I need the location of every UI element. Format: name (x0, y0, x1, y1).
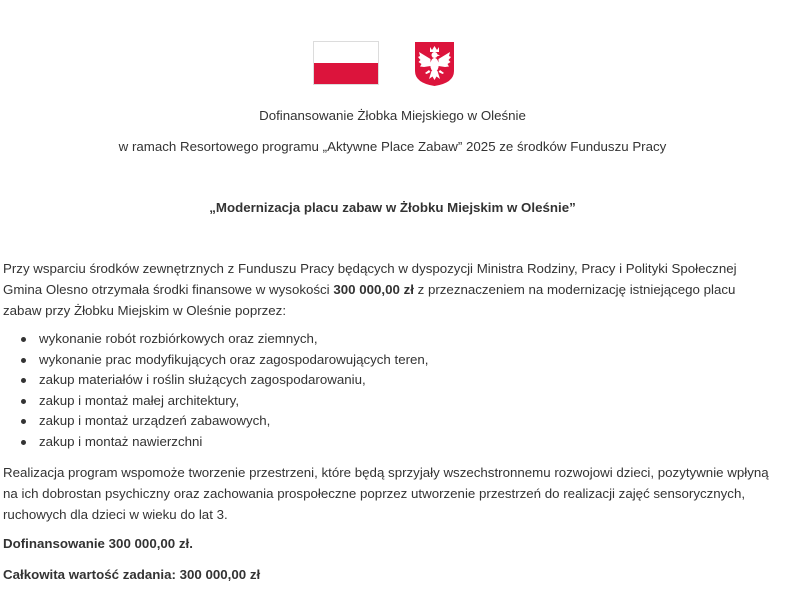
summary-paragraph: Realizacja program wspomoże tworzenie przestrzeni, które będą sprzyjały wszechstronnemu rozwojowi dzieci, pozytywnie wpłyną na ich dobrostan psychiczny oraz zachowania prospołeczne poprzez utworzenie przestrzeń do realizacji zajęć sensorycznych, ruchowych dla dzieci w wieku do lat 3. (3, 465, 769, 522)
total-value: Całkowita wartość zadania: 300 000,00 zł (3, 567, 261, 582)
title-line-2: w ramach Resortowego programu „Aktywne Place Zabaw” 2025 ze środków Funduszu Pracy (118, 139, 667, 154)
funding-amount: Dofinansowanie 300 000,00 zł. (3, 536, 193, 551)
list-item: zakup i montaż małej architektury, (21, 391, 429, 412)
list-item: zakup i montaż nawierzchni (21, 432, 429, 453)
logos-row (0, 41, 785, 87)
list-item: zakup i montaż urządzeń zabawowych, (21, 411, 429, 432)
list-item: wykonanie prac modyfikujących oraz zagospodarowujących teren, (21, 350, 429, 371)
polish-flag-icon (313, 41, 379, 85)
intro-paragraph: Przy wsparciu środków zewnętrznych z Funduszu Pracy będących w dyspozycji Ministra Rodziny, Pracy i Polityki Społecznej Gmina Olesno otrzymała środki finansowe w wysokości 300 000,00 zł z przeznaczeniem na modernizację istniejącego placu zabaw przy Żłobku Miejskim w Oleśnie poprzez: (3, 261, 737, 318)
project-title: „Modernizacja placu zabaw w Żłobku Miejskim w Oleśnie” (209, 200, 576, 215)
intro-amount: 300 000,00 zł (333, 282, 414, 297)
scope-list (21, 329, 429, 453)
title-line-1: Dofinansowanie Żłobka Miejskiego w Oleśnie (259, 108, 526, 123)
list-item: wykonanie robót rozbiórkowych oraz ziemnych, (21, 329, 429, 350)
list-item: zakup materiałów i roślin służących zagospodarowaniu, (21, 370, 429, 391)
polish-eagle-emblem-icon (414, 41, 455, 87)
